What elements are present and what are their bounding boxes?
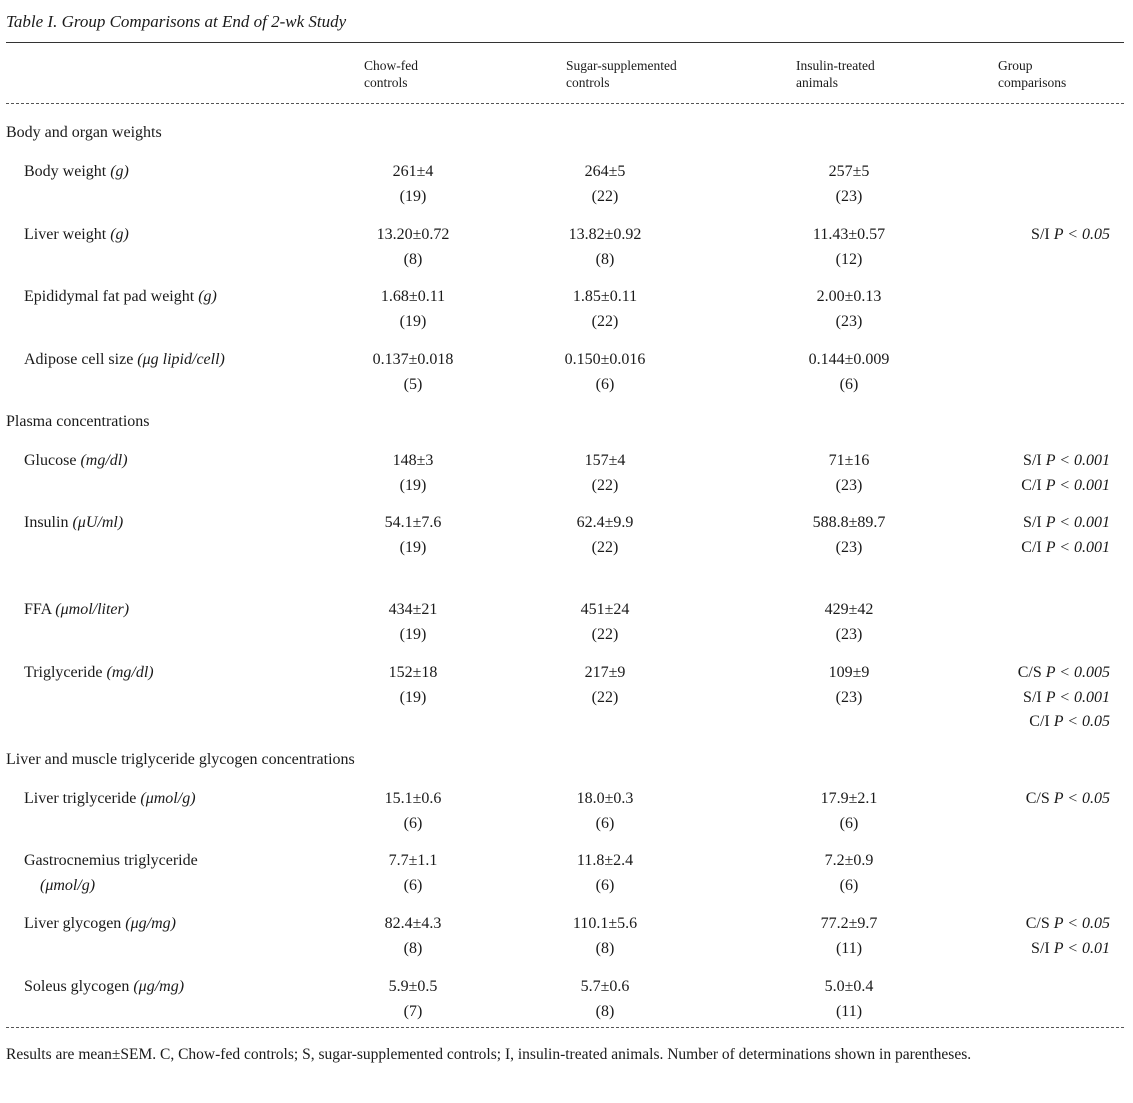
row-label-unit: (μmol/liter) (55, 601, 130, 618)
col-header-line: Chow-fed (364, 58, 418, 73)
row-label-text: Glucose (24, 452, 77, 469)
row-label-text: Gastrocnemius triglyceride (24, 852, 198, 869)
p-value: P < 0.001 (1045, 538, 1110, 556)
value-cell-insulin (764, 912, 934, 961)
col-header-line: controls (566, 75, 610, 90)
value-cell-insulin (764, 661, 934, 710)
row-label-text: Soleus glycogen (24, 978, 130, 995)
comparison-groups: C/I (1021, 476, 1042, 494)
mean-sem: 18.0±0.3 (576, 790, 634, 807)
sample-size: (12) (835, 250, 863, 268)
comparison-line (985, 937, 1110, 962)
row-label-text: Body weight (24, 163, 107, 180)
mean-sem: 0.137±0.018 (372, 351, 454, 368)
row-label (24, 849, 198, 898)
sample-size: (5) (403, 375, 423, 393)
comparison-line (985, 536, 1110, 561)
mean-sem: 11.43±0.57 (812, 226, 886, 243)
sample-size: (7) (403, 1002, 423, 1020)
row-label (24, 787, 196, 812)
value-cell-sugar (520, 160, 690, 209)
mean-sem: 110.1±5.6 (572, 915, 638, 932)
sample-size: (6) (839, 814, 859, 832)
value-cell-sugar (520, 975, 690, 1024)
sample-size: (6) (403, 876, 423, 894)
row-label (24, 348, 225, 373)
col-header-line: Sugar-supplemented (566, 58, 677, 73)
comparison-cell (985, 912, 1110, 961)
row-label-unit: (μg lipid/cell) (137, 351, 225, 368)
comparison-cell (985, 449, 1110, 498)
sample-size: (22) (591, 688, 619, 706)
sample-size: (22) (591, 538, 619, 556)
sample-size: (6) (595, 814, 615, 832)
p-value: P < 0.01 (1053, 939, 1110, 957)
col-header-chow (364, 57, 418, 91)
mean-sem: 152±18 (388, 664, 438, 681)
comparison-groups: C/S (1017, 664, 1042, 681)
sample-size: (23) (835, 688, 863, 706)
row-label (24, 223, 129, 248)
comparison-groups: C/S (1025, 790, 1050, 807)
mean-sem: 62.4±9.9 (576, 514, 634, 531)
value-cell-insulin (764, 348, 934, 397)
mean-sem: 11.8±2.4 (576, 852, 634, 869)
sample-size: (23) (835, 476, 863, 494)
value-cell-sugar (520, 285, 690, 334)
mean-sem: 77.2±9.7 (820, 915, 878, 932)
mean-sem: 17.9±2.1 (820, 790, 878, 807)
sample-size: (19) (399, 312, 427, 330)
value-cell-chow (328, 223, 498, 272)
mean-sem: 7.7±1.1 (388, 852, 438, 869)
sample-size: (22) (591, 312, 619, 330)
mean-sem: 13.20±0.72 (376, 226, 450, 243)
row-label (24, 912, 176, 937)
row-label-text: Liver weight (24, 226, 107, 243)
section-heading: Body and organ weights (6, 124, 162, 141)
p-value: P < 0.001 (1045, 476, 1110, 494)
row-label-text: Liver triglyceride (24, 790, 137, 807)
row-label-unit: (μmol/g) (40, 876, 96, 894)
mean-sem: 15.1±0.6 (384, 790, 442, 807)
sample-size: (8) (595, 250, 615, 268)
mean-sem: 5.0±0.4 (824, 978, 874, 995)
row-label (24, 598, 129, 623)
mean-sem: 5.9±0.5 (388, 978, 438, 995)
mean-sem: 434±21 (388, 601, 438, 618)
p-value: P < 0.005 (1045, 664, 1110, 681)
row-label-unit: (μg/mg) (133, 978, 185, 995)
value-cell-sugar (520, 849, 690, 898)
col-header-line: Insulin-treated (796, 58, 875, 73)
col-header-line: controls (364, 75, 408, 90)
mean-sem: 109±9 (828, 664, 870, 681)
value-cell-sugar (520, 348, 690, 397)
mean-sem: 451±24 (580, 601, 630, 618)
row-label (24, 975, 184, 1000)
header-rule (6, 103, 1124, 104)
section-heading: Plasma concentrations (6, 413, 150, 430)
row-label-unit: (g) (198, 288, 217, 305)
value-cell-chow (328, 787, 498, 836)
sample-size: (19) (399, 625, 427, 643)
mean-sem: 1.85±0.11 (572, 288, 638, 305)
sample-size: (8) (595, 939, 615, 957)
row-label (24, 511, 123, 536)
table-caption: Table I. Group Comparisons at End of 2-wk Study (6, 12, 347, 31)
comparison-cell (985, 661, 1110, 735)
value-cell-chow (328, 160, 498, 209)
p-value: P < 0.001 (1045, 688, 1110, 706)
p-value: P < 0.05 (1053, 226, 1110, 243)
row-label-text: Insulin (24, 514, 69, 531)
comparison-line (985, 449, 1110, 474)
value-cell-chow (328, 348, 498, 397)
row-label-unit: (mg/dl) (80, 452, 128, 469)
row-label (24, 160, 129, 185)
comparison-line (985, 661, 1110, 686)
value-cell-sugar (520, 511, 690, 560)
comparison-cell (985, 787, 1110, 812)
value-cell-chow (328, 849, 498, 898)
top-rule (6, 42, 1124, 43)
row-label-unit: (mg/dl) (106, 664, 154, 681)
comparison-line (985, 223, 1110, 248)
row-label-unit: (μmol/g) (140, 790, 196, 807)
col-header-line: animals (796, 75, 838, 90)
sample-size: (6) (403, 814, 423, 832)
mean-sem: 261±4 (392, 163, 434, 180)
mean-sem: 1.68±0.11 (380, 288, 446, 305)
col-header-insulin (796, 57, 875, 91)
sample-size: (6) (839, 876, 859, 894)
mean-sem: 82.4±4.3 (384, 915, 442, 932)
value-cell-chow (328, 449, 498, 498)
comparison-groups: S/I (1023, 452, 1042, 469)
value-cell-chow (328, 912, 498, 961)
comparison-groups: S/I (1031, 226, 1050, 243)
value-cell-sugar (520, 661, 690, 710)
comparison-line (985, 912, 1110, 937)
value-cell-sugar (520, 598, 690, 647)
mean-sem: 588.8±89.7 (812, 514, 886, 531)
value-cell-sugar (520, 449, 690, 498)
p-value: P < 0.05 (1053, 713, 1110, 730)
row-label-unit: (μU/ml) (72, 514, 124, 531)
sample-size: (11) (835, 939, 863, 957)
p-value: P < 0.05 (1053, 790, 1110, 807)
value-cell-chow (328, 285, 498, 334)
mean-sem: 2.00±0.13 (816, 288, 882, 305)
comparison-cell (985, 511, 1110, 560)
value-cell-insulin (764, 285, 934, 334)
row-label (24, 449, 128, 474)
row-label-text: FFA (24, 601, 52, 618)
col-header-comparisons (998, 57, 1066, 91)
mean-sem: 257±5 (828, 163, 870, 180)
value-cell-insulin (764, 511, 934, 560)
comparison-line (985, 710, 1110, 735)
comparison-cell (985, 223, 1110, 248)
comparison-line (985, 787, 1110, 812)
comparison-line (985, 686, 1110, 711)
mean-sem: 217±9 (584, 664, 626, 681)
sample-size: (22) (591, 187, 619, 205)
sample-size: (6) (839, 375, 859, 393)
sample-size: (11) (835, 1002, 863, 1020)
value-cell-insulin (764, 223, 934, 272)
p-value: P < 0.001 (1045, 514, 1110, 531)
row-label-text: Epididymal fat pad weight (24, 288, 195, 305)
mean-sem: 7.2±0.9 (824, 852, 874, 869)
row-label (24, 661, 154, 686)
mean-sem: 0.150±0.016 (564, 351, 646, 368)
sample-size: (6) (595, 876, 615, 894)
comparison-groups: S/I (1031, 939, 1050, 957)
comparison-line (985, 511, 1110, 536)
value-cell-insulin (764, 975, 934, 1024)
value-cell-insulin (764, 787, 934, 836)
sample-size: (6) (595, 375, 615, 393)
row-label (24, 285, 217, 310)
section-heading: Liver and muscle triglyceride glycogen concentrations (6, 751, 355, 768)
mean-sem: 157±4 (584, 452, 626, 469)
mean-sem: 13.82±0.92 (568, 226, 642, 243)
mean-sem: 148±3 (392, 452, 434, 469)
row-label-unit: (g) (110, 163, 129, 180)
row-label-unit: (g) (110, 226, 129, 243)
sample-size: (19) (399, 476, 427, 494)
comparison-groups: S/I (1023, 688, 1042, 706)
comparison-groups: C/S (1025, 915, 1050, 932)
value-cell-chow (328, 511, 498, 560)
sample-size: (23) (835, 625, 863, 643)
mean-sem: 54.1±7.6 (384, 514, 442, 531)
p-value: P < 0.001 (1045, 452, 1110, 469)
mean-sem: 71±16 (828, 452, 870, 469)
col-header-line: comparisons (998, 75, 1067, 90)
value-cell-insulin (764, 449, 934, 498)
value-cell-sugar (520, 223, 690, 272)
row-label-unit: (μg/mg) (125, 915, 176, 932)
sample-size: (19) (399, 688, 427, 706)
row-label-text: Adipose cell size (24, 351, 134, 368)
comparison-line (985, 474, 1110, 499)
bottom-rule (6, 1027, 1124, 1028)
sample-size: (19) (399, 187, 427, 205)
comparison-groups: S/I (1023, 514, 1042, 531)
table-footnote: Results are mean±SEM. C, Chow-fed controls; S, sugar-supplemented controls; I, insulin-treated animals. Number of determinations shown in parentheses. (6, 1046, 972, 1063)
value-cell-sugar (520, 912, 690, 961)
row-label-text: Liver glycogen (24, 915, 122, 932)
mean-sem: 5.7±0.6 (580, 978, 630, 995)
mean-sem: 264±5 (584, 163, 626, 180)
value-cell-insulin (764, 160, 934, 209)
value-cell-chow (328, 975, 498, 1024)
col-header-sugar (566, 57, 677, 91)
col-header-line: Group (998, 58, 1033, 73)
p-value: P < 0.05 (1053, 915, 1110, 932)
row-label-text: Triglyceride (24, 664, 103, 681)
value-cell-insulin (764, 849, 934, 898)
sample-size: (8) (403, 939, 423, 957)
mean-sem: 429±42 (824, 601, 874, 618)
sample-size: (22) (591, 625, 619, 643)
sample-size: (8) (595, 1002, 615, 1020)
sample-size: (23) (835, 187, 863, 205)
sample-size: (19) (399, 538, 427, 556)
sample-size: (23) (835, 538, 863, 556)
mean-sem: 0.144±0.009 (808, 351, 890, 368)
value-cell-chow (328, 598, 498, 647)
sample-size: (22) (591, 476, 619, 494)
sample-size: (23) (835, 312, 863, 330)
value-cell-chow (328, 661, 498, 710)
sample-size: (8) (403, 250, 423, 268)
value-cell-sugar (520, 787, 690, 836)
value-cell-insulin (764, 598, 934, 647)
comparison-groups: C/I (1021, 538, 1042, 556)
comparison-groups: C/I (1029, 713, 1050, 730)
